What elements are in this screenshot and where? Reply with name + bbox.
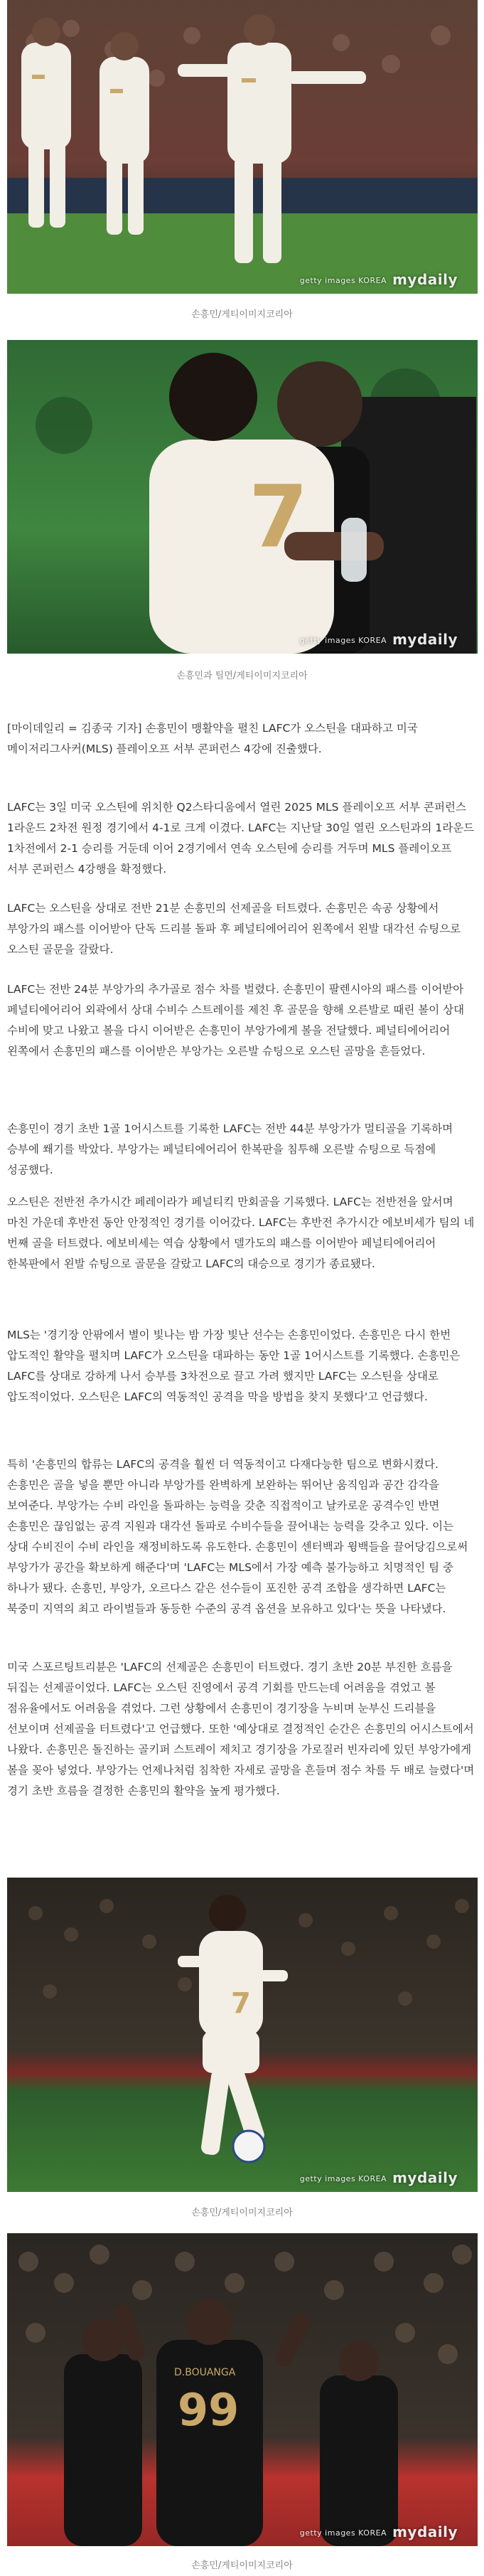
article-paragraph: [마이데일리 = 김종국 기자] 손흥민이 맹활약을 펼친 LAFC가 오스틴을 대파하고 미국 메이저리그사커(MLS) 플레이오프 서부 콘퍼런스 4강에 진출했다. bbox=[7, 722, 418, 755]
svg-text:7: 7 bbox=[249, 468, 308, 567]
article-paragraph: MLS는 '경기장 안팎에서 별이 빛나는 밤 가장 빛난 선수는 손흥민이었다. 손흥민은 다시 한번 압도적인 활약을 펼치며 LAFC가 오스틴을 대파하는 동안 1골 1어시스트를 기록했다. 손흥민은 LAFC를 상대로 강하게 나서 승부를 3차전으로 끌고 가려 했지만 LAFC는 오스틴을 상대로 압도적이었다. 오스틴은 LAFC의 역동적인 공격을 막을 방법을 찾지 못했다'고 언급했다. bbox=[7, 1329, 461, 1403]
watermark-agency: getty images KOREA bbox=[299, 2174, 387, 2183]
article-paragraph: 오스틴은 전반전 추가시간 페레이라가 페널티킥 만회골을 기록했다. LAFC는 전반전을 앞서며 마친 가운데 후반전 동안 안정적인 경기를 이어갔다. LAFC는 후반전 추가시간 에보비세가 팀의 네 번째 골을 터트렸다. 에보비세는 역습 상황에서 델가도의 패스를 이어받아 페널티에어리어 한복판에서 왼발 슈팅으로 골문을 갈랐고 LAFC의 대승으로 경기가 종료됐다. bbox=[7, 1196, 475, 1270]
photo-caption: 손흥민과 틸먼/게티이미지코리아 bbox=[176, 671, 308, 681]
watermark-brand: mydaily bbox=[392, 2523, 458, 2540]
photo-2 bbox=[7, 340, 478, 654]
photo-1 bbox=[7, 0, 478, 294]
celebration-photo bbox=[7, 0, 478, 294]
article-paragraph: 특히 '손흥민의 합류는 LAFC의 공격을 훨씬 더 역동적이고 다재다능한 팀으로 변화시켰다. 손흥민은 골을 넣을 뿐만 아니라 부앙가를 완벽하게 보완하는 뛰어난 움직임과 공간 감각을 보여준다. 부앙가는 수비 라인을 돌파하는 능력을 갖춘 직접적이고 날카로운 공격수인 반면 손흥민은 끊임없는 공격 지원과 대각선 돌파로 수비수들을 끌어내는 능력을 갖추고 있다. 이는 상대 수비진이 수비 라인을 재정비하도록 유도한다. 손흥민이 센터백과 윙백들을 끌어당김으로써 부앙가가 공간을 확보하게 해준다'며 'LAFC는 MLS에서 가장 예측 불가능하고 치명적인 팀 중 하나가 됐다. 손흥민, 부앙가, 오르다스 같은 선수들이 포진한 공격 조합을 생각하면 LAFC는 북중미 지역의 최고 라이벌들과 동등한 수준의 공격 옵션을 보유하고 있다'는 뜻을 나타냈다. bbox=[7, 1458, 468, 1615]
hug-photo bbox=[7, 340, 478, 654]
watermark-agency: getty images KOREA bbox=[299, 276, 387, 285]
watermark-brand: mydaily bbox=[392, 271, 458, 288]
svg-text:D.BOUANGA: D.BOUANGA bbox=[174, 2367, 236, 2378]
dribble-photo bbox=[7, 1878, 478, 2192]
article-paragraph: LAFC는 오스틴을 상대로 전반 21분 손흥민의 선제골을 터트렸다. 손흥민은 속공 상황에서 부앙가의 패스를 이어받아 단독 드리블 돌파 후 페널티에어리어 왼쪽에서 왼발 대각선 슈팅으로 오스틴 골문을 갈랐다. bbox=[7, 902, 461, 956]
team-celebration-photo bbox=[7, 2233, 478, 2546]
svg-text:99: 99 bbox=[178, 2384, 240, 2436]
article-paragraph: LAFC는 전반 24분 부앙가의 추가골로 점수 차를 벌렸다. 손흥민이 팔렌시아의 패스를 이어받아 페널티에어리어 외곽에서 상대 수비수 스트레이를 제친 후 골문을 향해 오른발로 때린 볼이 상대 수비에 맞고 나왔고 볼을 다시 이어받은 손흥민이 부앙가에게 볼을 전달했다. 페널티에어리어 왼쪽에서 손흥민의 패스를 이어받은 부앙가는 오른발 슈팅으로 오스틴 골망을 흔들었다. bbox=[7, 983, 465, 1058]
photo-caption: 손흥민/게티이미지코리아 bbox=[191, 2560, 293, 2571]
watermark-brand: mydaily bbox=[392, 631, 458, 648]
svg-text:7: 7 bbox=[231, 1987, 251, 2020]
photo-watermark bbox=[300, 631, 458, 648]
watermark-agency: getty images KOREA bbox=[299, 636, 387, 645]
photo-caption: 손흥민/게티이미지코리아 bbox=[191, 309, 293, 320]
article-paragraph: 손흥민이 경기 초반 1골 1어시스트를 기록한 LAFC는 전반 44분 부앙가가 멀티골을 기록하며 승부에 쐐기를 박았다. 부앙가는 페널티에어리어 한복판을 침투해 오른발 슈팅으로 득점에 성공했다. bbox=[7, 1122, 453, 1176]
photo-watermark bbox=[300, 2169, 458, 2186]
photo-4 bbox=[7, 2233, 478, 2546]
watermark-brand: mydaily bbox=[392, 2169, 458, 2186]
photo-watermark bbox=[300, 2523, 458, 2540]
article-paragraph: LAFC는 3일 미국 오스틴에 위치한 Q2스타디움에서 열린 2025 MLS 플레이오프 서부 콘퍼런스 1라운드 2차전 원정 경기에서 4-1로 크게 이겼다. LAFC는 지난달 30일 열린 오스틴과의 1라운드 1차전에서 2-1 승리를 거둔데 이어 2경기에서 연속 오스틴에 승리를 거두며 MLS 플레이오프 서부 콘퍼런스 4강행을 확정했다. bbox=[7, 801, 475, 875]
photo-watermark bbox=[300, 271, 458, 288]
photo-caption: 손흥민/게티이미지코리아 bbox=[191, 2208, 293, 2218]
watermark-agency: getty images KOREA bbox=[299, 2528, 387, 2538]
article-paragraph: 미국 스포르팅트리뷴은 'LAFC의 선제골은 손흥민이 터트렸다. 경기 초반 20분 부진한 흐름을 뒤집는 선제골이었다. LAFC는 오스틴 진영에서 공격 기회를 만드는데 어려움을 겪었고 볼 점유율에서도 어려움을 겪었다. 그런 상황에서 손흥민이 경기장을 누비며 눈부신 드리블을 선보이며 선제골을 터트렸다'고 언급했다. 또한 '예상대로 결정적인 순간은 손흥민의 어시스트에서 나왔다. 손흥민은 돌진하는 골키퍼 스트레이 제치고 경기장을 가로질러 빈자리에 있던 부앙가에게 볼을 꽂아 넣었다. 부앙가는 언제나처럼 침착한 자세로 골망을 흔들며 점수 차를 두 배로 늘렸다'며 경기 초반 흐름을 결정한 손흥민의 활약을 높게 평가했다. bbox=[7, 1661, 475, 1797]
photo-3 bbox=[7, 1878, 478, 2192]
